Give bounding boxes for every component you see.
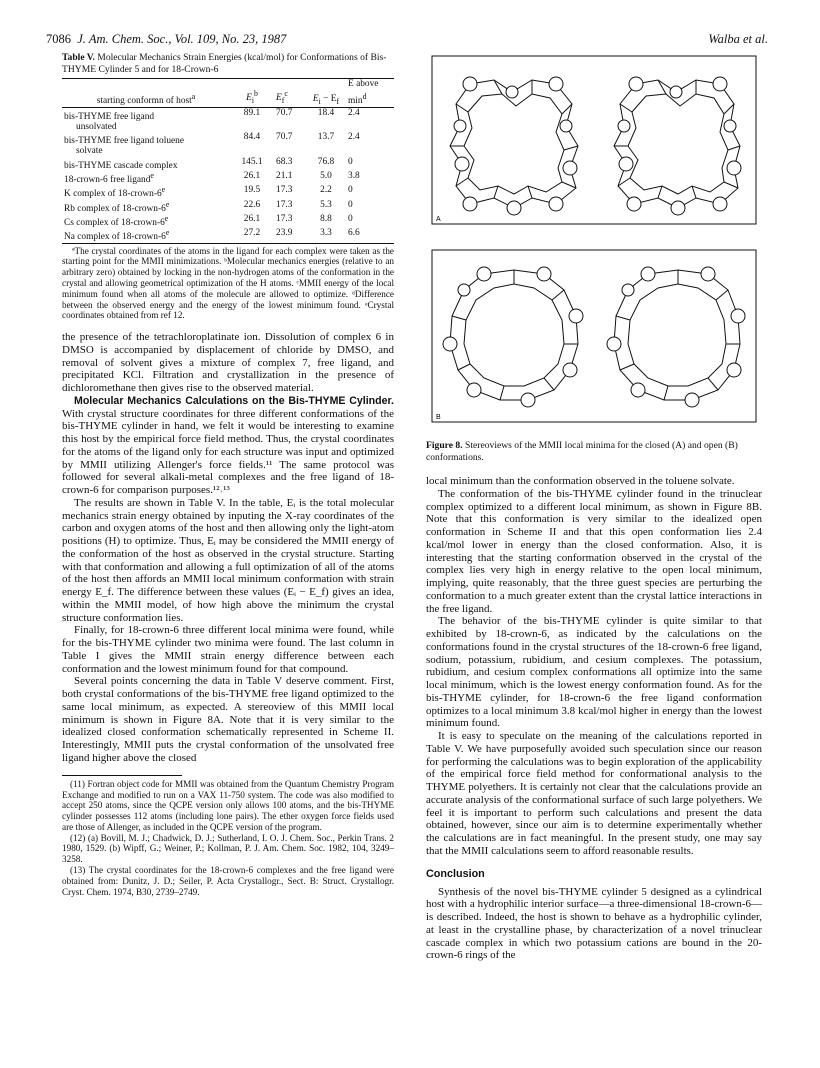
host-name-cell: bis-THYME free ligand unsolvated: [64, 111, 155, 132]
paragraph: Finally, for 18-crown-6 three different local minima were found, while for the bis-THYME cylinder two minima were found. The last column in Table I gives the MMII strain energy difference between each conformation and the lowest minimum found for that compound.: [62, 624, 394, 675]
ef-cell: 23.9: [274, 228, 306, 243]
col-ei: $E_i^b$: [230, 89, 274, 107]
table-row: [62, 200, 394, 214]
molecule-b-right: [607, 267, 745, 407]
ef-cell: 17.3: [276, 199, 293, 210]
ei-cell: 26.1: [243, 213, 261, 224]
paragraph: Several points concerning the data in Table V deserve comment. First, both crystal conformations of the bis-THYME free ligand optimized to the same local minimum, as expected. A stereoview of this MMII local minimum is shown in Figure 8A. Note that it is very similar to the idealized closed conformation schematically represented in Scheme II. Interestingly, MMII puts the crystal conformation of the unsolvated free ligand higher above the closed: [62, 675, 394, 764]
molecule-a-left: [450, 77, 578, 215]
host-name-cell: 18-crown-6 free ligand$^e$: [64, 170, 154, 186]
ei-cell: 27.2: [230, 228, 274, 243]
table-row: [62, 132, 394, 157]
strain-energy-table: [62, 78, 394, 243]
table-row: [62, 185, 394, 199]
molecule-a-right: [614, 77, 741, 215]
table-caption: Table V. Molecular Mechanics Strain Energies (kcal/mol) for Conformations of Bis-THYME Cylinder 5 and for 18-Crown-6: [62, 52, 387, 75]
above-cell: 2.4: [348, 132, 360, 143]
ef-cell: 17.3: [276, 185, 293, 196]
figure-caption: Figure 8. Stereoviews of the MMII local minima for the closed (A) and open (B) conformations.: [426, 440, 738, 463]
above-cell: 0: [348, 213, 353, 224]
stereoview-figure: [426, 52, 762, 436]
ef-cell: 70.7: [276, 107, 293, 118]
table-footnote: ªThe crystal coordinates of the atoms in the ligand for each complex were taken as the starting point for the MMII minimizations. ᵇMolecular mechanics energies (relative to an arbitrary zero) obtained by locking in the non-hydrogen atoms of the conformation in the crystal and allowing geometrical optimization of the H atoms. ᶜMMII energy of the local minimum found when all atoms of the molecule are allowed to optimize. ᵈDifference between the observed energy and the energy of the lowest minimum found. ᵉCrystal coordinates obtained from ref 12.: [62, 245, 394, 321]
right-column: [426, 52, 762, 962]
host-name-cell: Cs complex of 18-crown-6e: [64, 213, 169, 229]
conclusion-heading: Conclusion: [426, 867, 485, 880]
ef-cell: 21.1: [276, 170, 293, 181]
ei-cell: 19.5: [243, 185, 261, 196]
paragraph: the presence of the tetrachloroplatinate ion. Dissolution of complex 6 in DMSO is accompanied by displacement of chloride by DMSO, and removal of solvent gives a mixture of complex 7, free ligand, and precipitated KCl. Filtration and crystallization in the presence of dichloromethane then gives rise to the observed material.: [62, 331, 394, 395]
table-row: [62, 214, 394, 228]
ei-cell: 145.1: [241, 156, 263, 167]
molecule-b-left: [443, 267, 583, 407]
diff-cell: 3.3: [306, 228, 346, 243]
above-cell: 0: [348, 156, 353, 167]
diff-cell: 8.8: [320, 213, 332, 224]
panel-a-label: A: [436, 216, 441, 223]
diff-cell: 76.8: [317, 156, 335, 167]
diff-cell: 2.2: [320, 185, 332, 196]
paragraph: The conformation of the bis-THYME cylinder found in the trinuclear complex optimized to a different local minimum, as shown in Figure 8B. Note that this conformation is very similar to the idealized open conformation in Scheme II and that this open conformation lies 2.4 kcal/mol lower in energy than the closed conformation. Also, it is interesting that the starting conformation observed in the crystal of the complex lies very high in energy relative to the open local minimum, implying, quite reasonably, that the three guest species are perturbing the conformation to a much greater extent than the crystal lattice interactions in the free ligand.: [426, 487, 762, 615]
host-name-cell: K complex of 18-crown-6e: [64, 185, 166, 200]
diff-cell: 5.3: [320, 199, 332, 210]
reference-11: (11) Fortran object code for MMII was obtained from the Quantum Chemistry Program Exchange and modified to run on a VAX 11-750 system. The code was also modified to accept 250 atoms, since the QCPE version only allows 100 atoms, and the bis-THYME cylinder possesses 112 atoms (including lone pairs). The ether oxygen force fields used are those of Allenger, as included in the QCPE version of the program.: [62, 778, 394, 832]
above-cell: 0: [348, 185, 353, 196]
paragraph: local minimum than the conformation observed in the toluene solvate.: [426, 475, 735, 488]
paragraph: Synthesis of the novel bis-THYME cylinder 5 designed as a cylindrical host with a hydrophilic interior surface—a three-dimensional 18-crown-6—is described. Indeed, the host is shown to behave as a hydrophilic cylinder, at least in the crystalline phase, by characterization of a novel trinuclear cascade complex in which two potassium cations are bound in the 20-crown-6 rings of the: [426, 885, 762, 962]
table-row: [62, 171, 394, 185]
figure-8: [426, 52, 762, 463]
host-name-cell: bis-THYME free ligand toluene solvate: [64, 136, 185, 157]
section-title: Molecular Mechanics Calculations on the Bis-THYME Cylinder.: [74, 394, 394, 407]
diff-cell: 18.4: [317, 107, 335, 118]
diff-cell: 5.0: [320, 170, 332, 181]
col-above-1: E above: [346, 79, 394, 90]
diff-cell: 13.7: [317, 132, 335, 143]
paragraph: It is easy to speculate on the meaning of the calculations reported in Table V. We have purposefully avoided such speculation since our reason for performing the calculations was to begin exploration of the applicability of the empirical force field method for conformational analysis to the THYME polyethers. It is certainly not clear that the calculations provide an accurate analysis of the conformational surface of such large polyethers. We feel it is important to perform such calculations and present the data obtained, however, since our aim is to determine experimentally whether the calculations are in fact meaningful. In the present study, one may say that the MMII calculations seem to afford reasonable results.: [426, 730, 762, 857]
ei-cell: 89.1: [243, 107, 261, 118]
reference-13: (13) The crystal coordinates for the 18-crown-6 complexes and the free ligand were obtained from: Dunitz, J. D.; Seiler, P. Acta Crystallogr., Sect. B: Struct. Crystallogr. Cryst. Chem. 1974, B30, 2739–2749.: [62, 865, 394, 897]
ei-cell: 84.4: [243, 132, 261, 143]
paragraph: The behavior of the bis-THYME cylinder is quite similar to that exhibited by 18-crown-6, as indicated by the calculations on the conformations found in the crystal structures of the 18-crown-6 free ligand, sodium, potassium, rubidium, and cesium complexes. The potassium, rubidium, and cesium complex conformations all optimize into the same local minimum, which is the lowest energy conformation found. As for the bis-THYME cylinder, for 18-crown-6 the free ligand conformation optimizes to a local minimum 3.8 kcal/mol higher in energy than the lowest minimum found.: [426, 615, 762, 730]
col-ef: $E_f^c$: [274, 89, 306, 107]
host-name-cell: Rb complex of 18-crown-6e: [64, 199, 170, 214]
host-name-cell: bis-THYME cascade complex: [64, 160, 178, 171]
panel-b-label: B: [436, 414, 441, 421]
table-row: [62, 157, 394, 171]
running-header-right: Walba et al.: [708, 32, 768, 46]
ef-cell: 17.3: [276, 213, 293, 224]
ef-cell: 70.7: [276, 132, 293, 143]
above-cell: 2.4: [348, 107, 360, 118]
running-header-left: 7086 J. Am. Chem. Soc., Vol. 109, No. 23, 1987: [46, 32, 287, 46]
ef-cell: 68.3: [276, 156, 293, 167]
above-cell: 0: [348, 199, 353, 210]
reference-12: (12) (a) Bovill, M. J.; Chadwick, D. J.; Sutherland, I. O. J. Chem. Soc., Perkin Trans. 2 1980, 1529. (b) Wipff, G.; Weiner, P.; Kollman, P. J. Am. Chem. Soc. 1982, 104, 3249–3258.: [62, 832, 394, 865]
col-diff: $E_i - E_f$: [306, 89, 346, 107]
above-cell: 6.6: [346, 228, 394, 243]
ei-cell: 26.1: [243, 170, 261, 181]
col-host: starting conformn of host$^a$: [62, 89, 230, 107]
col-above-2: $\min^d$: [346, 89, 394, 107]
ei-cell: 22.6: [243, 199, 261, 210]
panel-a-frame: [432, 56, 756, 224]
host-name-cell: Na complex of 18-crown-6e: [62, 228, 230, 243]
table-row: [62, 107, 394, 132]
paragraph: The results are shown in Table V. In the table, Eᵢ is the total molecular mechanics strain energy obtained by inputing the X-ray coordinates of the carbon and oxygen atoms of the host and then allowing only the light-atom positions (H) to optimize. Thus, Eᵢ may be considered the MMII energy of the conformation of the host as observed in the crystal structure. Starting with that conformation and allowing a full optimization of all of the atoms of the host then affords an MMII local minimum conformation with strain energy E_f. The difference between these values (Eᵢ − E_f) gives an idea, within the MMII model, of how high above the minimum the crystal structure conformation lies.: [62, 496, 394, 624]
above-cell: 3.8: [348, 170, 360, 181]
paragraph: Molecular Mechanics Calculations on the Bis-THYME Cylinder. With crystal structure coordinates for three different conformations of the bis-THYME cylinder in hand, we felt it would be interesting to examine this host by the empirical force field method. Thus, the crystal coordinates for the atoms of the ligand only for each structure was input and optimized by MMII utilizing Allenger's force fields.¹¹ The same protocol was followed for several alkali-metal complexes and the free ligand of 18-crown-6 for comparison purposes.¹²˒¹³: [62, 394, 394, 497]
left-column: [62, 52, 394, 897]
table-row: [62, 228, 394, 243]
